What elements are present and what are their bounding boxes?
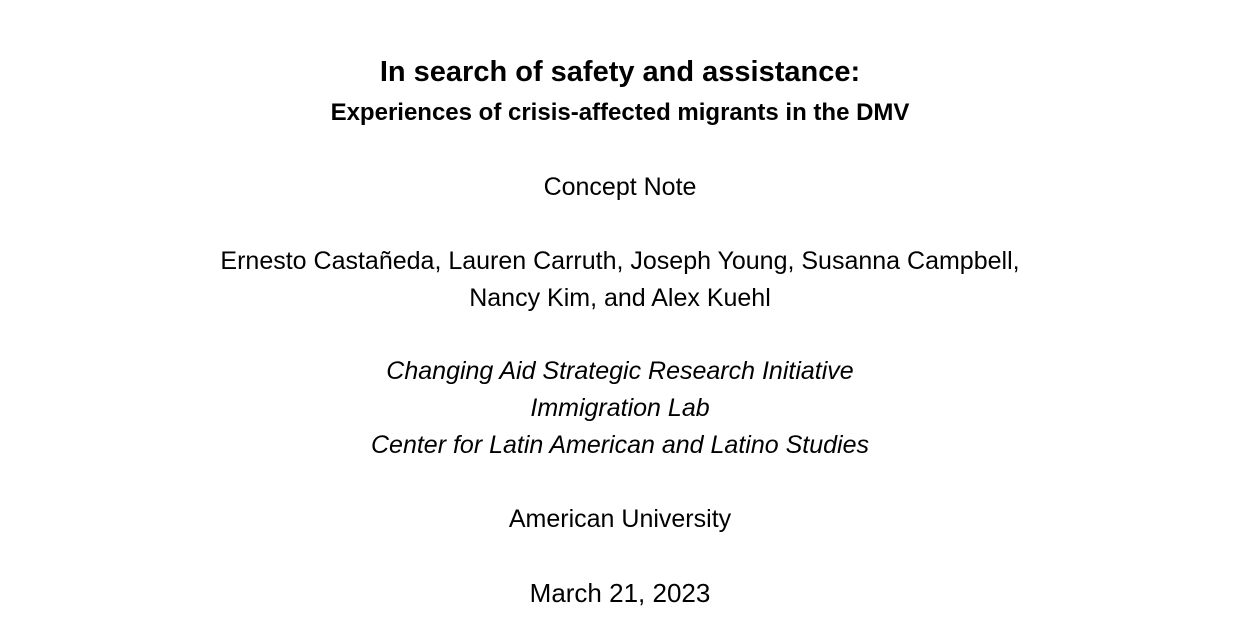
authors-line-2: Nancy Kim, and Alex Kuehl	[469, 284, 771, 312]
document-title: In search of safety and assistance:	[379, 56, 861, 88]
affiliation-1: Changing Aid Strategic Research Initiative	[386, 357, 854, 385]
document-type: Concept Note	[543, 173, 697, 201]
affiliation-3: Center for Latin American and Latino Studies	[371, 431, 869, 459]
authors-line-1: Ernesto Castañeda, Lauren Carruth, Joseph Young, Susanna Campbell,	[220, 247, 1020, 275]
document-subtitle: Experiences of crisis-affected migrants in the DMV	[330, 99, 910, 126]
document-date: March 21, 2023	[529, 578, 711, 608]
university-name: American University	[508, 505, 732, 533]
affiliation-2: Immigration Lab	[530, 394, 710, 422]
